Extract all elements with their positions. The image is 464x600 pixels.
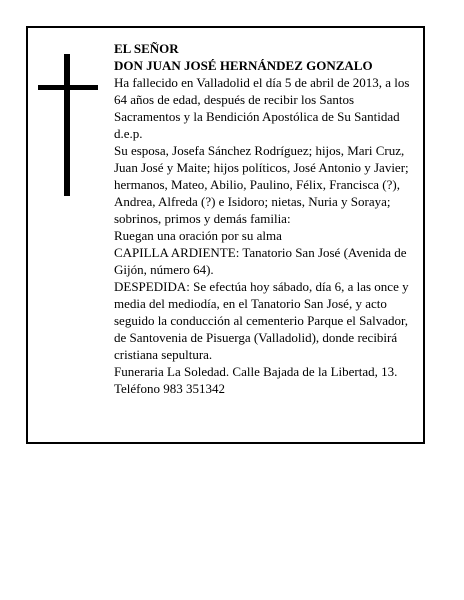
- cross-vertical-bar: [64, 54, 70, 196]
- prayer-line: Ruegan una oración por su alma: [114, 228, 282, 243]
- latin-cross-icon: [38, 54, 98, 196]
- chapel-paragraph: CAPILLA ARDIENTE: Tanatorio San José (Avenida de Gijón, número 64).: [114, 245, 407, 277]
- cross-horizontal-bar: [38, 85, 98, 90]
- header-title: EL SEÑOR: [114, 41, 179, 56]
- death-paragraph: Ha fallecido en Valladolid el día 5 de abril de 2013, a los 64 años de edad, después de recibir los Santos Sacramentos y la Bendición Apostólica de Su Santidad d.e.p.: [114, 75, 410, 141]
- funeral-home-paragraph: Funeraria La Soledad. Calle Bajada de la Libertad, 13. Teléfono 983 351342: [114, 364, 398, 396]
- obituary-text: [114, 40, 420, 397]
- farewell-paragraph: DESPEDIDA: Se efectúa hoy sábado, día 6, a las once y media del mediodía, en el Tanatorio San José, y acto seguido la conducción al cementerio Parque el Salvador, de Santovenia de Pisuerga (Valladolid), donde recibirá cristiana sepultura.: [114, 279, 409, 362]
- deceased-name: DON JUAN JOSÉ HERNÁNDEZ GONZALO: [114, 58, 373, 73]
- family-paragraph: Su esposa, Josefa Sánchez Rodríguez; hijos, Mari Cruz, Juan José y Maite; hijos políticos, José Antonio y Javier; hermanos, Mateo, Abilio, Paulino, Félix, Francisca (?), Andrea, Alfreda (?) e Isidoro; nietas, Nuria y Soraya; sobrinos, primos y demás familia:: [114, 143, 409, 226]
